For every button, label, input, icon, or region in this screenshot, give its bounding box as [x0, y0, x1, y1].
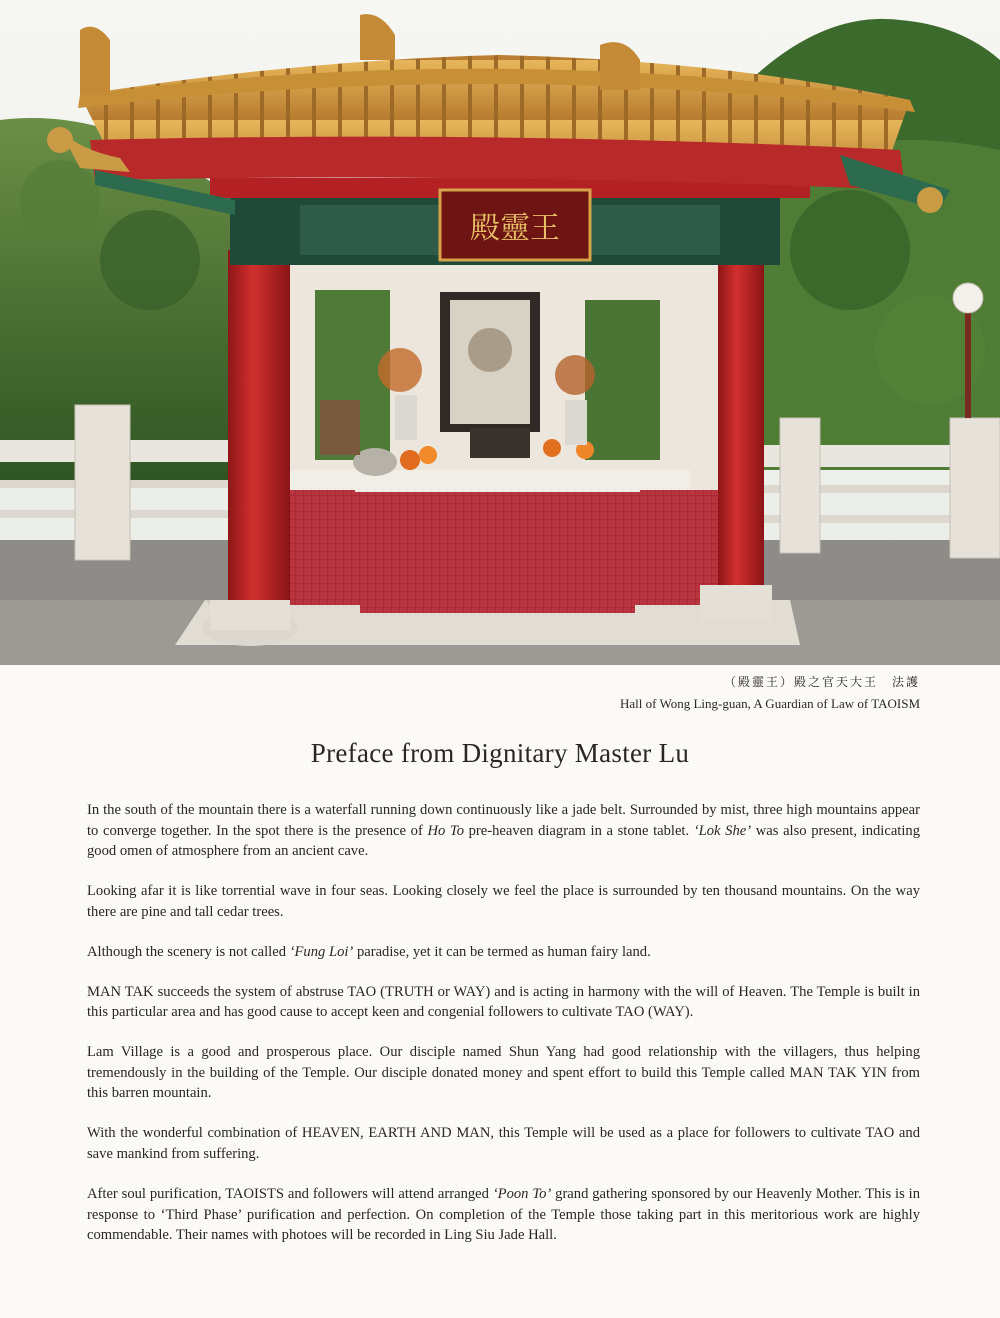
paragraph-1-text-a: In the south of the mountain there is a waterfall running down continuously like a jade belt. Surrounded by mist, three high mountains appear to converge together. In the spot there is the presence of — [87, 802, 920, 839]
paragraph-7-text-a: After soul purification, TAOISTS and followers will attend arranged — [87, 1186, 493, 1203]
paragraph-7 — [87, 1184, 920, 1246]
paragraph-6-text: With the wonderful combination of HEAVEN, EARTH AND MAN, this Temple will be used as a place for followers to cultivate TAO and save mankind from suffering. — [87, 1125, 920, 1162]
paragraph-3 — [87, 942, 920, 963]
paragraph-2-text: Looking afar it is like torrential wave in four seas. Looking closely we feel the place is surrounded by ten thousand mountains. On the way there are pine and tall cedar trees. — [87, 883, 920, 920]
paragraph-7-text-b: grand gathering sponsored by our Heavenly Mother. This is in response to ‘Third Phase’ purification and perfection. On completion of the Temple those taking part in this meritorious work are highly commendable. Their names with photoes will be recorded in Ling Siu Jade Hall. — [87, 1186, 921, 1244]
paragraph-1-italic-2: ‘Lok She’ — [693, 822, 752, 839]
paragraph-5-text: Lam Village is a good and prosperous place. Our disciple named Shun Yang had good relationship with the villagers, thus helping tremendously in the building of the Temple. Our disciple donated money and spent effort to build this Temple called MAN TAK YIN from this barren mountain. — [87, 1044, 920, 1102]
paragraph-4-text: MAN TAK succeeds the system of abstruse TAO (TRUTH or WAY) and is acting in harmony with the will of Heaven. The Temple is built in this particular area and has good cause to accept keen and congenial followers to cultivate TAO (WAY). — [87, 983, 920, 1021]
paragraph-5 — [87, 1042, 920, 1104]
paragraph-3-italic-1: ‘Fung Loi’ — [289, 943, 354, 960]
plaque-text: 殿靈王 — [470, 211, 560, 246]
caption-english: Hall of Wong Ling-guan, A Guardian of Law of TAOISM — [620, 696, 920, 711]
paragraph-4 — [87, 982, 920, 1023]
photo-caption — [620, 672, 920, 714]
paragraph-7-italic-1: ‘Poon To’ — [492, 1186, 552, 1203]
preface-body — [87, 800, 920, 1265]
paragraph-1-italic-1: Ho To — [427, 822, 464, 839]
page-title: Preface from Dignitary Master Lu — [310, 738, 690, 768]
paragraph-6 — [87, 1123, 920, 1164]
paragraph-1-text-c: was also present, indicating good omen of atmosphere from an ancient cave. — [87, 822, 921, 859]
paragraph-3-text-a: Although the scenery is not called — [87, 943, 290, 960]
paragraph-1-text-b: pre-heaven diagram in a stone tablet. — [464, 822, 694, 839]
caption-chinese: （殿靈王）殿之官天大王 法護 — [723, 675, 920, 689]
paragraph-3-text-b: paradise, yet it can be termed as human fairy land. — [353, 943, 651, 960]
paragraph-2 — [87, 881, 920, 922]
paragraph-1 — [87, 800, 920, 862]
